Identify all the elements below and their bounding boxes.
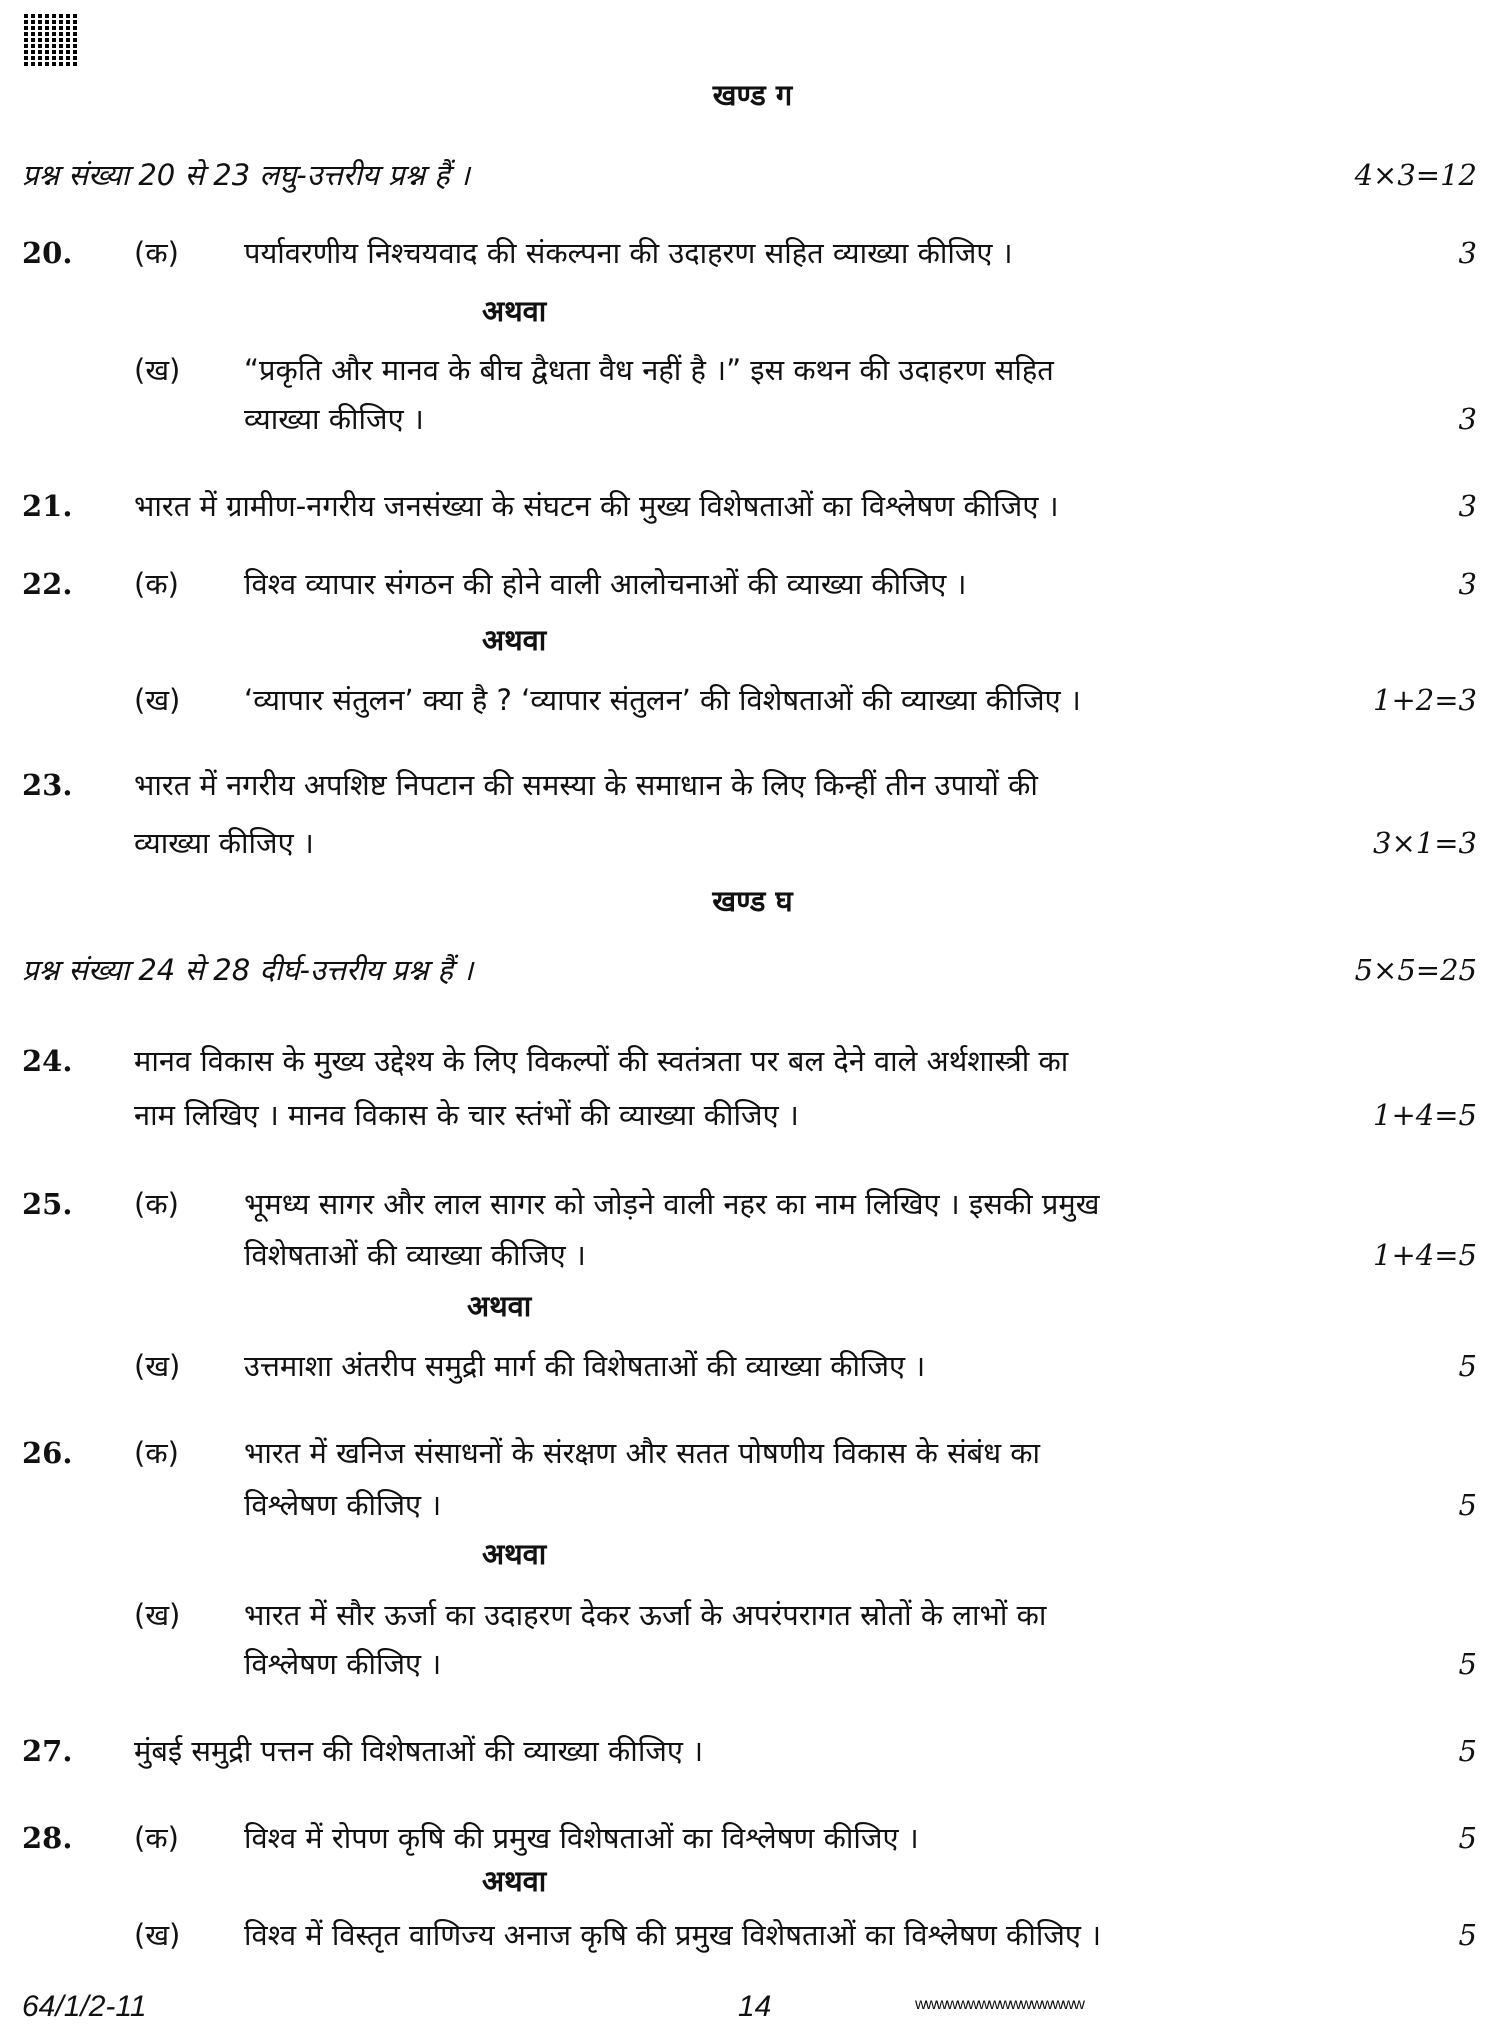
question-text: विशेषताओं की व्याख्या कीजिए । — [244, 1238, 586, 1272]
marks: 1+2=3 — [1373, 683, 1477, 717]
option-label: (ख) — [134, 683, 181, 717]
marks: 1+4=5 — [1373, 1238, 1477, 1272]
qr-code-icon — [24, 14, 78, 66]
marks: 3 — [1458, 402, 1477, 436]
question-number: 23. — [22, 768, 73, 802]
question-number: 22. — [22, 567, 73, 601]
question-number: 24. — [22, 1044, 73, 1078]
section-d-instruction: प्रश्न संख्या 24 से 28 दीर्घ-उत्तरीय प्रश्न हैं । — [22, 953, 474, 987]
question-text: ‘व्यापार संतुलन’ क्या है ? ‘व्यापार संतुलन’ की विशेषताओं की व्याख्या कीजिए । — [244, 683, 1081, 717]
marks: 5 — [1458, 1821, 1477, 1855]
page-number: 14 — [738, 1990, 772, 2023]
question-text: मानव विकास के मुख्य उद्देश्य के लिए विकल्पों की स्वतंत्रता पर बल देने वाले अर्थशास्त्री का — [134, 1044, 1069, 1078]
or-divider: अथवा — [482, 623, 547, 657]
marks: 5 — [1458, 1488, 1477, 1522]
question-number: 27. — [22, 1734, 73, 1768]
question-text: भारत में नगरीय अपशिष्ट निपटान की समस्या के समाधान के लिए किन्हीं तीन उपायों की — [134, 768, 1038, 802]
question-text: विश्लेषण कीजिए । — [244, 1647, 442, 1681]
or-divider: अथवा — [482, 294, 547, 328]
option-label: (क) — [134, 1187, 179, 1221]
question-number: 20. — [22, 236, 73, 270]
option-label: (ख) — [134, 1598, 181, 1632]
question-text: व्याख्या कीजिए । — [244, 402, 424, 436]
paper-code: 64/1/2-11 — [22, 1990, 147, 2023]
marks: 3 — [1458, 236, 1477, 270]
option-label: (क) — [134, 236, 179, 270]
question-number: 25. — [22, 1187, 73, 1221]
question-text: भूमध्य सागर और लाल सागर को जोड़ने वाली नहर का नाम लिखिए । इसकी प्रमुख — [244, 1187, 1100, 1221]
question-text: विश्व में रोपण कृषि की प्रमुख विशेषताओं का विश्लेषण कीजिए । — [244, 1821, 919, 1855]
option-label: (क) — [134, 1821, 179, 1855]
question-text: व्याख्या कीजिए । — [134, 826, 314, 860]
section-c-marks: 4×3=12 — [1354, 158, 1477, 192]
marks: 5 — [1458, 1647, 1477, 1681]
footer-squiggle: wwwwwwwwwwwwwwww — [915, 1996, 1084, 2013]
marks: 3×1=3 — [1373, 826, 1477, 860]
question-text: भारत में ग्रामीण-नगरीय जनसंख्या के संघटन की मुख्य विशेषताओं का विश्लेषण कीजिए । — [134, 489, 1059, 523]
question-number: 21. — [22, 489, 73, 523]
option-label: (ख) — [134, 1349, 181, 1383]
marks: 3 — [1458, 567, 1477, 601]
section-c-instruction: प्रश्न संख्या 20 से 23 लघु-उत्तरीय प्रश्न हैं । — [22, 158, 470, 192]
marks: 5 — [1458, 1734, 1477, 1768]
or-divider: अथवा — [467, 1289, 532, 1323]
section-d-heading: खण्ड घ — [712, 884, 793, 918]
question-text: विश्लेषण कीजिए । — [244, 1488, 442, 1522]
option-label: (ख) — [134, 353, 181, 387]
section-d-marks: 5×5=25 — [1354, 953, 1477, 987]
question-text: उत्तमाशा अंतरीप समुद्री मार्ग की विशेषताओं की व्याख्या कीजिए । — [244, 1349, 926, 1383]
question-text: मुंबई समुद्री पत्तन की विशेषताओं की व्याख्या कीजिए । — [134, 1734, 704, 1768]
question-number: 28. — [22, 1821, 73, 1855]
option-label: (ख) — [134, 1918, 181, 1952]
question-text: नाम लिखिए । मानव विकास के चार स्तंभों की व्याख्या कीजिए । — [134, 1098, 799, 1132]
section-c-heading: खण्ड ग — [712, 78, 793, 112]
or-divider: अथवा — [482, 1864, 547, 1898]
or-divider: अथवा — [482, 1537, 547, 1571]
question-text: विश्व में विस्तृत वाणिज्य अनाज कृषि की प्रमुख विशेषताओं का विश्लेषण कीजिए । — [244, 1918, 1102, 1952]
question-text: पर्यावरणीय निश्चयवाद की संकल्पना की उदाहरण सहित व्याख्या कीजिए । — [244, 236, 1013, 270]
question-text: भारत में खनिज संसाधनों के संरक्षण और सतत पोषणीय विकास के संबंध का — [244, 1436, 1041, 1470]
question-text: “प्रकृति और मानव के बीच द्वैधता वैध नहीं है ।” इस कथन की उदाहरण सहित — [244, 353, 1054, 387]
option-label: (क) — [134, 567, 179, 601]
marks: 5 — [1458, 1349, 1477, 1383]
question-text: भारत में सौर ऊर्जा का उदाहरण देकर ऊर्जा के अपरंपरागत स्रोतों के लाभों का — [244, 1598, 1047, 1632]
option-label: (क) — [134, 1436, 179, 1470]
question-number: 26. — [22, 1436, 73, 1470]
marks: 3 — [1458, 489, 1477, 523]
marks: 1+4=5 — [1373, 1098, 1477, 1132]
marks: 5 — [1458, 1918, 1477, 1952]
question-text: विश्व व्यापार संगठन की होने वाली आलोचनाओं की व्याख्या कीजिए । — [244, 567, 967, 601]
